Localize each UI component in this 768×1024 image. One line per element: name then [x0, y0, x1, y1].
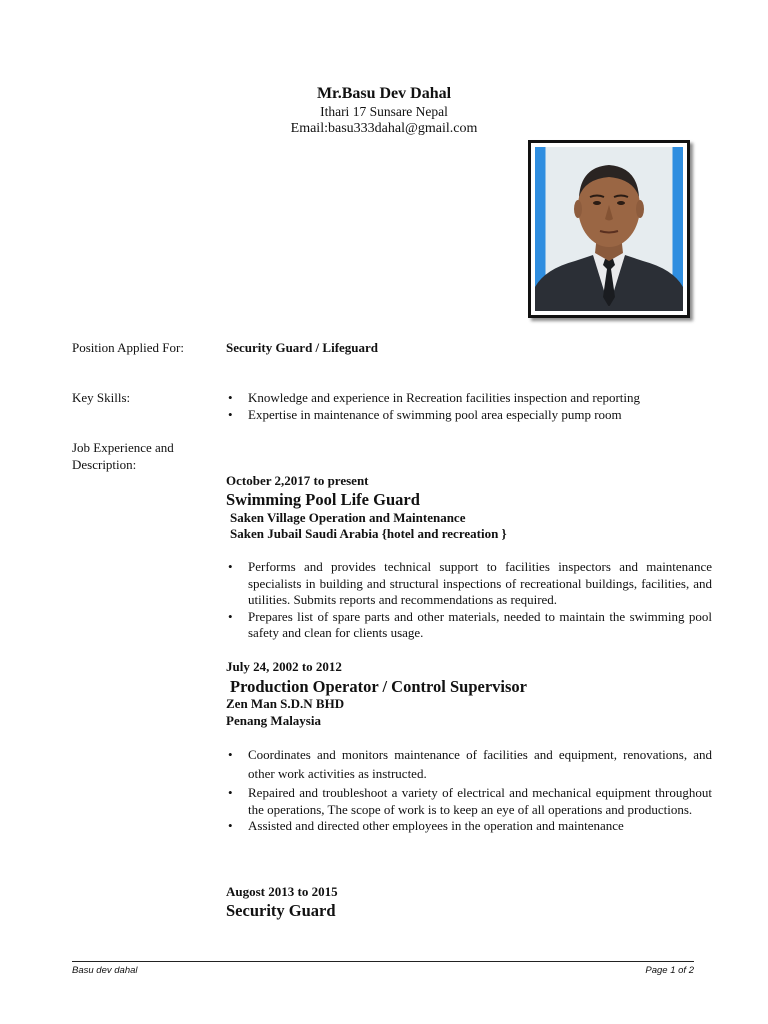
job-organization: Zen Man S.D.N BHD [226, 696, 345, 711]
job-period: Augost 2013 to 2015 [226, 884, 338, 899]
footer-divider [72, 961, 694, 962]
applicant-name: Mr.Basu Dev Dahal [316, 85, 452, 102]
list-item: • Knowledge and experience in Recreation facilities inspection and reporting [226, 390, 712, 407]
list-item: • Performs and provides technical support to facilities inspectors and maintenance specialists in building and structural inspections of recreational buildings, facilities, and utilities. Submits reports and recommendations as required. [226, 559, 712, 609]
applicant-email: Email:basu333dahal@gmail.com [290, 121, 478, 136]
job-duties-list [226, 745, 712, 835]
job-duties-list [226, 559, 712, 642]
key-skills-list [226, 390, 712, 423]
portrait-illustration [535, 147, 683, 311]
job-title: Production Operator / Control Supervisor [230, 677, 527, 696]
job-location: Penang Malaysia [226, 713, 321, 728]
footer-page-number: Page 1 of 2 [645, 965, 694, 976]
job-period: October 2,2017 to present [226, 473, 369, 488]
job-title: Security Guard [226, 901, 336, 920]
job-experience-label-cont: Description: [72, 457, 137, 472]
job-title: Swimming Pool Life Guard [226, 490, 420, 509]
job-organization: Saken Village Operation and Maintenance [230, 510, 466, 525]
list-item: • Assisted and directed other employees in the operation and maintenance [226, 818, 712, 835]
position-label: Position Applied For: [72, 340, 184, 355]
list-item: • Coordinates and monitors maintenance of facilities and equipment, renovations, and other work activities as instructed. [226, 745, 712, 783]
list-item: • Expertise in maintenance of swimming pool area especially pump room [226, 407, 712, 424]
key-skills-label: Key Skills: [72, 390, 131, 405]
job-location: Saken Jubail Saudi Arabia {hotel and recreation } [230, 526, 507, 541]
applicant-photo [528, 140, 690, 318]
list-item: • Prepares list of spare parts and other materials, needed to maintain the swimming pool safety and clean for clients usage. [226, 609, 712, 642]
job-experience-label: Job Experience and [72, 440, 174, 455]
footer-author: Basu dev dahal [72, 965, 138, 976]
applicant-address: Ithari 17 Sunsare Nepal [320, 104, 448, 119]
position-value: Security Guard / Lifeguard [226, 340, 379, 355]
job-period: July 24, 2002 to 2012 [226, 659, 342, 674]
list-item: • Repaired and troubleshoot a variety of electrical and mechanical equipment throughout the operations, The scope of work is to keep an eye of all operations and productions. [226, 785, 712, 818]
